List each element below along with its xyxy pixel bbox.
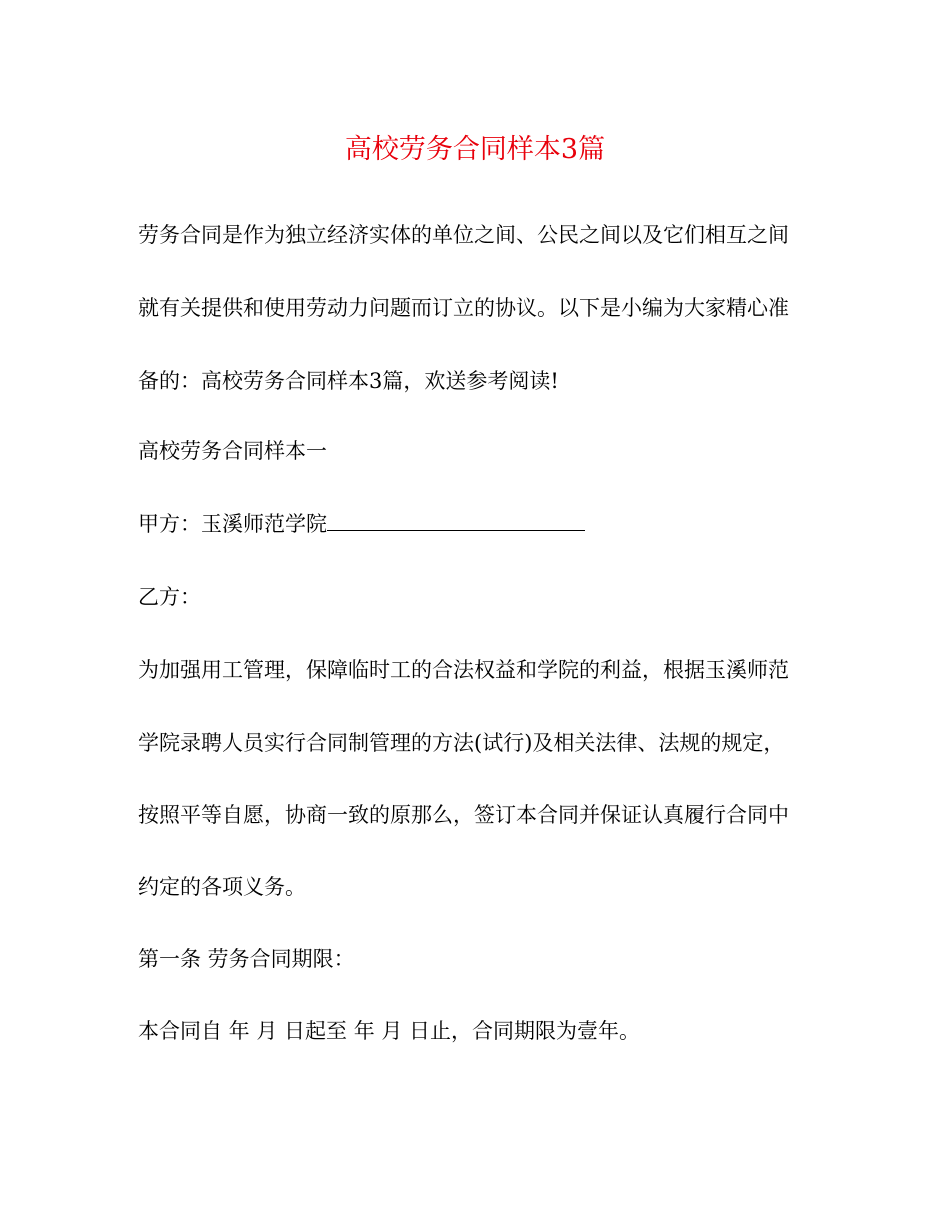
intro-line-1: 劳务合同是作为独立经济实体的单位之间、公民之间以及它们相互之间 — [138, 223, 789, 247]
sample-heading: 高校劳务合同样本一 — [138, 439, 327, 463]
party-a-label: 甲方：玉溪师范学院 — [138, 512, 327, 536]
article-1-heading: 第一条 劳务合同期限： — [138, 947, 355, 971]
preamble-line-1: 为加强用工管理，保障临时工的合法权益和学院的利益，根据玉溪师范 — [138, 658, 789, 682]
preamble-line-3: 按照平等自愿，协商一致的原那么，签订本合同并保证认真履行合同中 — [138, 803, 789, 827]
preamble-line-4: 约定的各项义务。 — [138, 875, 306, 899]
party-a-blank — [327, 512, 585, 531]
intro-line-2: 就有关提供和使用劳动力问题而订立的协议。以下是小编为大家精心准 — [138, 296, 789, 320]
party-b-label: 乙方： — [138, 585, 201, 609]
article-1-text: 本合同自 年 月 日起至 年 月 日止，合同期限为壹年。 — [138, 1019, 641, 1043]
party-a-line — [138, 509, 585, 539]
document-title: 高校劳务合同样本3篇 — [344, 134, 606, 165]
intro-line-3: 备的：高校劳务合同样本3篇，欢送参考阅读! — [138, 369, 559, 393]
preamble-line-2: 学院录聘人员实行合同制管理的方法(试行)及相关法律、法规的规定， — [138, 731, 785, 755]
